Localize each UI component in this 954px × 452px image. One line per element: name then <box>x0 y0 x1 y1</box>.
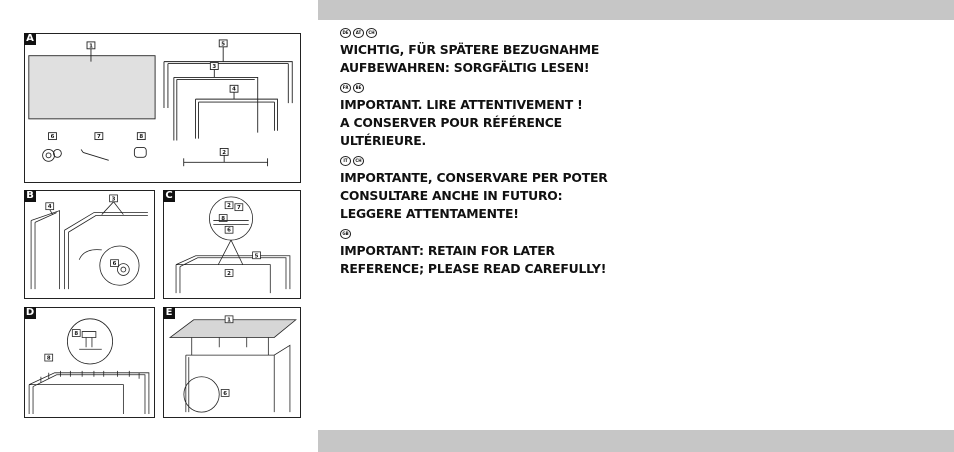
figure-d-feet <box>24 307 155 418</box>
notice-french <box>340 83 660 150</box>
crossbar-drawing <box>164 191 300 298</box>
notice-english <box>340 229 660 278</box>
part-number-label: 7 <box>96 134 101 141</box>
notice-heading: IMPORTANTE, CONSERVARE PER POTER CONSULTARE ANCHE IN FUTURO: LEGGERE ATTENTAMENTE! <box>340 170 608 221</box>
footer-bar <box>318 430 954 452</box>
figure-b-frame-assembly <box>24 190 155 299</box>
part-number-label: 6 <box>112 261 117 268</box>
notice-german <box>340 28 660 77</box>
part-number-label: 2 <box>222 149 227 156</box>
notice-heading: WICHTIG, FÜR SPÄTERE BEZUGNAHME AUFBEWAHREN: SORGFÄLTIG LESEN! <box>340 42 600 75</box>
part-number-label: 7 <box>236 205 241 212</box>
feet-drawing <box>25 308 154 417</box>
part-number-label: 8 <box>74 331 79 338</box>
figure-e-tabletop <box>163 307 301 418</box>
figure-letter: A <box>24 33 36 45</box>
figure-letter: B <box>24 190 36 202</box>
notice-heading: IMPORTANT. LIRE ATTENTIVEMENT ! A CONSERVER POUR RÉFÉRENCE ULTÉRIEURE. <box>340 97 583 148</box>
header-bar <box>318 0 954 20</box>
figure-a-parts <box>24 33 301 183</box>
language-flags <box>340 229 660 240</box>
part-number-label: 8 <box>221 215 226 222</box>
figure-c-crossbar <box>163 190 301 299</box>
part-number-label: 6 <box>227 227 231 234</box>
part-number-label: 4 <box>232 86 236 93</box>
part-number-label: 1 <box>227 317 231 324</box>
tabletop-drawing <box>164 308 300 417</box>
notice-heading: IMPORTANT: RETAIN FOR LATER REFERENCE; PLEASE READ CAREFULLY! <box>340 243 607 276</box>
part-number-label: 2 <box>227 203 231 210</box>
flag-icon: AT <box>353 28 364 38</box>
frame-assembly-drawing <box>25 191 154 298</box>
part-number-label: 2 <box>227 270 231 277</box>
part-number-label: 1 <box>89 43 93 50</box>
part-number-label: 6 <box>223 390 228 397</box>
figure-letter: C <box>163 190 175 202</box>
language-flags <box>340 156 660 167</box>
part-number-label: 3 <box>212 64 217 71</box>
flag-icon: IT <box>340 156 351 166</box>
flag-icon: DE <box>340 28 351 38</box>
parts-drawing <box>25 34 300 182</box>
part-number-label: 8 <box>46 355 51 362</box>
language-flags <box>340 28 660 39</box>
part-number-label: 3 <box>111 196 116 203</box>
part-number-label: 8 <box>139 134 144 141</box>
flag-icon: BE <box>353 83 364 93</box>
figure-letter: E <box>163 307 175 319</box>
part-number-label: 6 <box>50 134 55 141</box>
flag-icon: CH <box>353 156 364 166</box>
figure-letter: D <box>25 307 35 318</box>
flag-icon: CH <box>366 28 377 38</box>
part-number-label: 5 <box>221 41 226 48</box>
part-number-label: 4 <box>47 204 52 211</box>
language-flags <box>340 83 660 94</box>
notice-italian <box>340 156 660 223</box>
important-notice-column <box>340 28 660 284</box>
flag-icon: FR <box>340 83 351 93</box>
flag-icon: GB <box>340 229 351 239</box>
part-number-label: 5 <box>254 253 259 260</box>
